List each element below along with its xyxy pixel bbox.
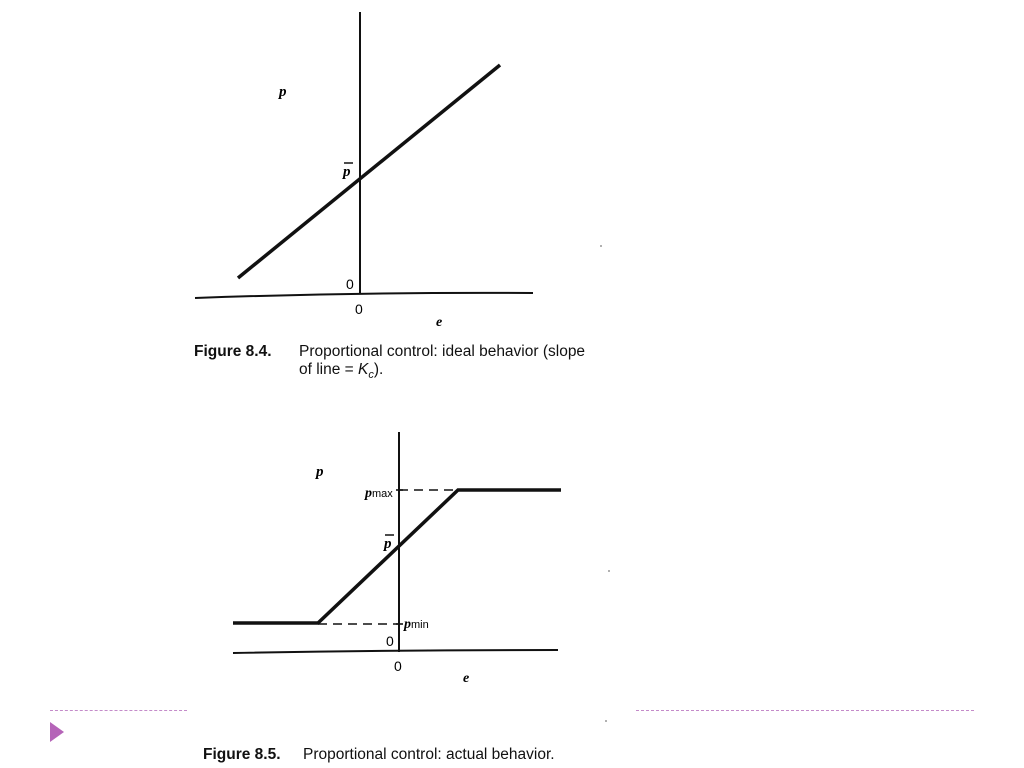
- slide-divider-left: [50, 710, 187, 711]
- caption-figure-number: Figure 8.5.: [203, 746, 281, 763]
- fig85-actual-behavior-line: [233, 490, 561, 623]
- fig85-label-p: p: [316, 464, 324, 480]
- fig85-label-pmin: pmin: [404, 617, 429, 632]
- scan-speck: [600, 245, 602, 247]
- fig84-label-pbar: p: [343, 164, 351, 180]
- fig84-label-p: p: [279, 84, 287, 100]
- caption-kc-subscript: c: [368, 369, 374, 382]
- caption-line-2: [194, 361, 654, 384]
- caption-line-1: [194, 343, 654, 361]
- fig85-label-pmax: pmax: [365, 486, 393, 501]
- fig85-x-axis: [233, 650, 558, 653]
- fig85-label-zero-x: 0: [394, 658, 402, 674]
- caption-kc: K: [358, 361, 369, 378]
- caption-text-suffix: ).: [373, 361, 384, 378]
- caption-text-prefix: of line =: [299, 361, 359, 378]
- fig85-label-e: e: [463, 671, 470, 686]
- figure-8-5-plot: [233, 432, 561, 686]
- fig84-label-zero-y: 0: [346, 276, 354, 292]
- fig84-label-zero-x: 0: [355, 301, 363, 317]
- scan-speck: [605, 720, 607, 722]
- slide-divider-right: [636, 710, 974, 711]
- figure-8-4-plot: [195, 12, 533, 330]
- caption-figure-number: Figure 8.4.: [194, 343, 272, 360]
- fig84-x-axis: [195, 293, 533, 298]
- fig84-ideal-line: [238, 65, 500, 278]
- caption-text: Proportional control: ideal behavior (slope: [299, 343, 586, 360]
- play-triangle-icon: [50, 722, 64, 742]
- scan-speck: [608, 570, 610, 572]
- caption-text: Proportional control: actual behavior.: [303, 746, 555, 763]
- fig84-label-e: e: [436, 315, 443, 330]
- figure-8-4-caption: [194, 343, 654, 384]
- figure-8-5-caption: [203, 746, 623, 764]
- fig85-label-zero-y: 0: [386, 633, 394, 649]
- fig85-label-pbar: p: [384, 536, 392, 552]
